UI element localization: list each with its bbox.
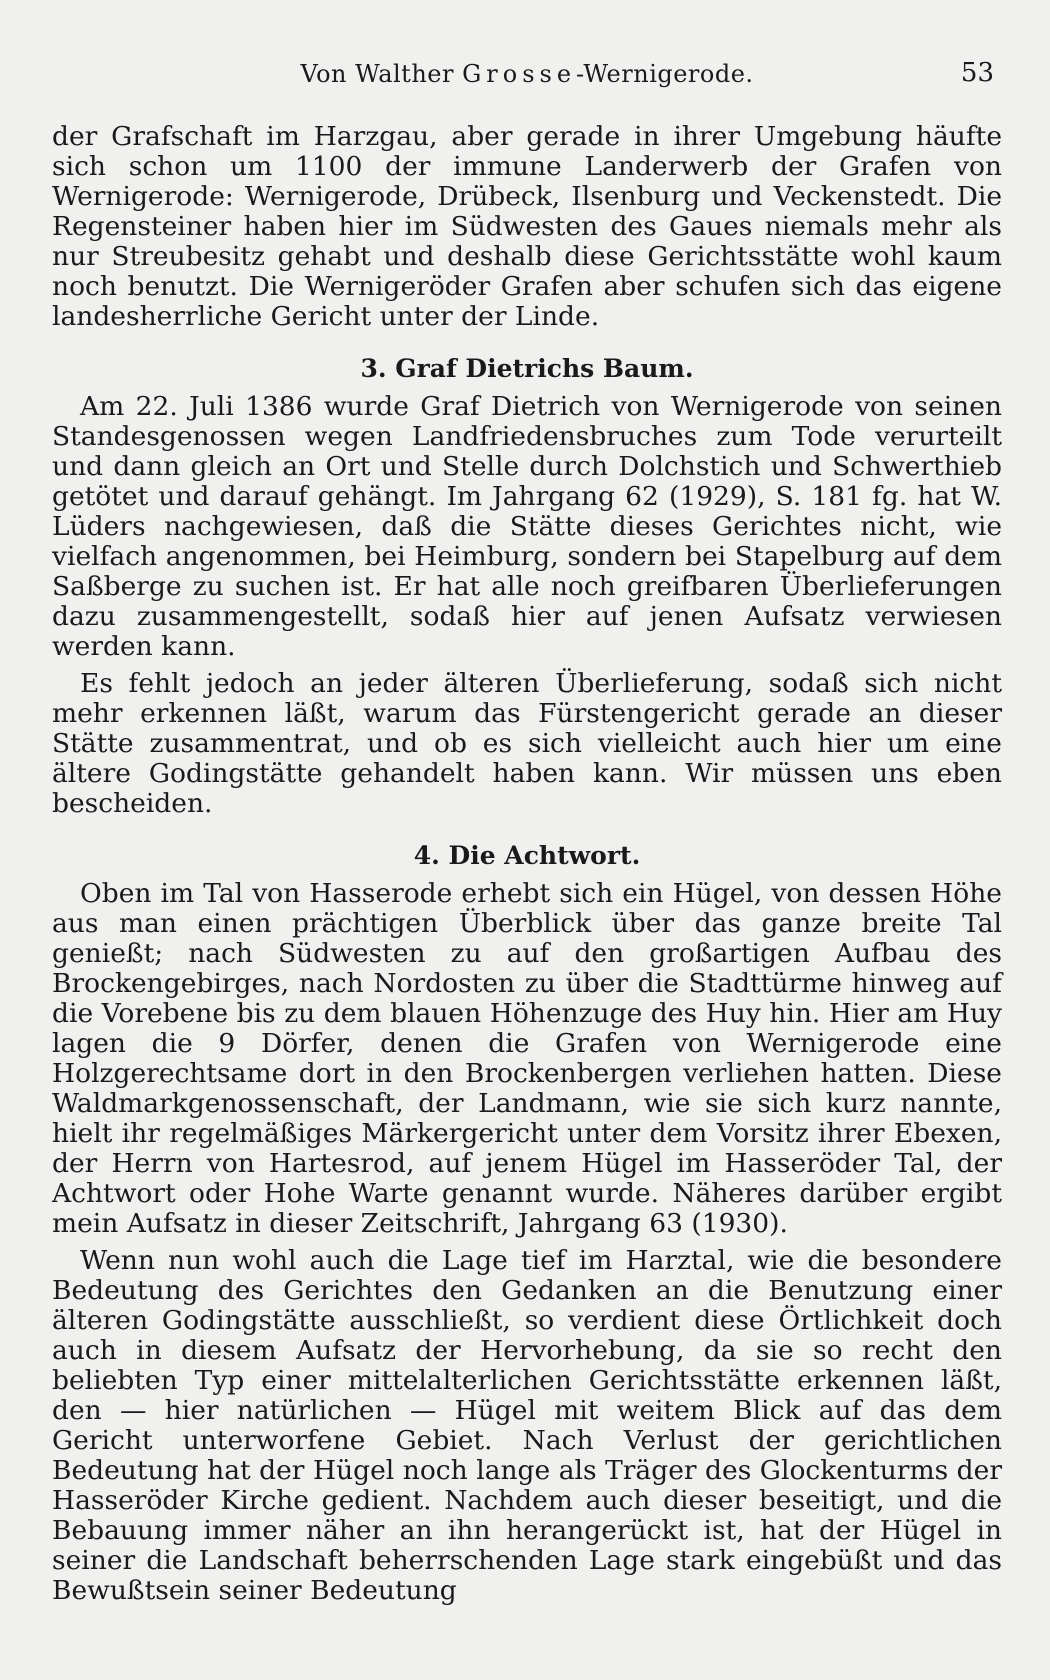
section-4-paragraph-1: Oben im Tal von Hasserode erhebt sich ein Hügel, von dessen Höhe aus man einen prächtigen Überblick über das ganze breite Tal genießt; nach Südwesten zu auf den großartigen Aufbau des Brockengebirges, nach Nordosten zu über die Stadttürme hinweg auf die Vorebene bis zu dem blauen Höhenzuge des Huy hin. Hier am Huy lagen die 9 Dörfer, denen die Grafen von Wernigerode eine Holzgerechtsame dort in den Brockenbergen verliehen hatten. Diese Waldmarkgenossenschaft, der Landmann, wie sie sich kurz nannte, hielt ihr regelmäßiges Märkergericht unter dem Vorsitz ihrer Ebexen, der Herrn von Hartesrod, auf jenem Hügel im Hasseröder Tal, der Achtwort oder Hohe Warte genannt wurde. Näheres darüber ergibt mein Aufsatz in dieser Zeitschrift, Jahrgang 63 (1930). — [52, 878, 1002, 1239]
intro-paragraph: der Grafschaft im Harzgau, aber gerade in ihrer Umgebung häufte sich schon um 1100 der immune Landerwerb der Grafen von Wernigerode: Wernigerode, Drübeck, Ilsenburg und Veckenstedt. Die Regensteiner haben hier im Südwesten des Gaues niemals mehr als nur Streubesitz gehabt und deshalb diese Gerichtsstätte wohl kaum noch benutzt. Die Wernigeröder Grafen aber schufen sich das eigene landesherrliche Gericht unter der Linde. — [52, 121, 1002, 332]
title-suffix: -Wernigerode. — [576, 60, 754, 88]
running-head — [52, 56, 1002, 96]
running-title — [52, 60, 1002, 88]
title-prefix: Von Walther — [300, 60, 454, 88]
section-3-heading: 3. Graf Dietrichs Baum. — [360, 354, 694, 383]
section-4-heading: 4. Die Achtwort. — [413, 841, 641, 870]
section-3-paragraph-1: Am 22. Juli 1386 wurde Graf Dietrich von Wernigerode von seinen Standesgenossen wegen Landfriedensbruches zum Tode verurteilt und dann gleich an Ort und Stelle durch Dolchstich und Schwerthieb getötet und darauf gehängt. Im Jahrgang 62 (1929), S. 181 fg. hat W. Lüders nachgewiesen, daß die Stätte dieses Gerichtes nicht, wie vielfach angenommen, bei Heimburg, sondern bei Stapelburg auf dem Saßberge zu suchen ist. Er hat alle noch greifbaren Überlieferungen dazu zusammengestellt, sodaß hier auf jenen Aufsatz verwiesen werden kann. — [52, 391, 1002, 662]
section-3-paragraph-2: Es fehlt jedoch an jeder älteren Überlieferung, sodaß sich nicht mehr erkennen läßt, warum das Fürstengericht gerade an dieser Stätte zusammentrat, und ob es sich vielleicht auch hier um eine ältere Godingstätte gehandelt haben kann. Wir müssen uns eben bescheiden. — [52, 668, 1002, 819]
title-spaced-name: Grosse — [462, 60, 577, 88]
page-number: 53 — [960, 58, 994, 88]
section-4-paragraph-2: Wenn nun wohl auch die Lage tief im Harztal, wie die besondere Bedeutung des Gerichtes den Gedanken an die Benutzung einer älteren Godingstätte ausschließt, so verdient diese Örtlichkeit doch auch in diesem Aufsatz der Hervorhebung, da sie so recht den beliebten Typ einer mittelalterlichen Gerichtsstätte erkennen läßt, den — hier natürlichen — Hügel mit weitem Blick auf das dem Gericht unterworfene Gebiet. Nach Verlust der gerichtlichen Bedeutung hat der Hügel noch lange als Träger des Glockenturms der Hasseröder Kirche gedient. Nachdem auch dieser beseitigt, und die Bebauung immer näher an ihn herangerückt ist, hat der Hügel in seiner die Landschaft beherrschenden Lage stark eingebüßt und das Bewußtsein seiner Bedeutung — [52, 1245, 1002, 1606]
